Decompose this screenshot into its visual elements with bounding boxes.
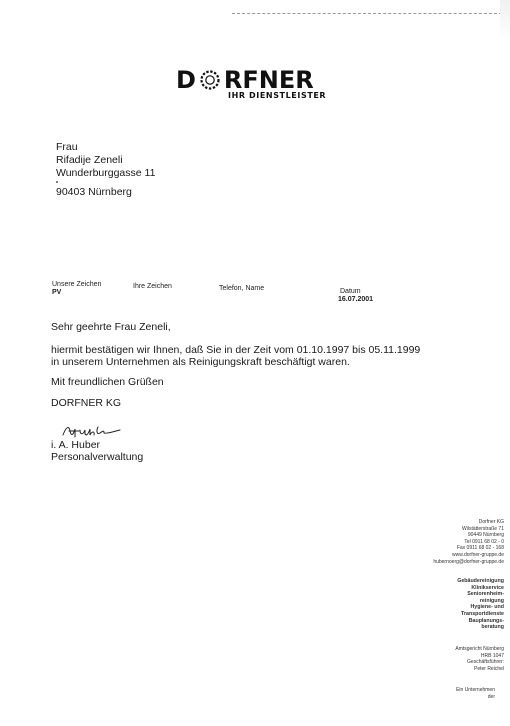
signer-name: i. A. Huber: [51, 439, 101, 451]
sidebar-contact: [384, 519, 504, 565]
sidebar-company-name: Dorfner KG: [478, 519, 504, 525]
letter-sender: DORFNER KG: [51, 397, 122, 409]
logo-tagline: IHR DIENSTLEISTER: [228, 91, 327, 100]
scan-speck: [56, 181, 58, 183]
label-our-ref: Unsere Zeichen: [52, 281, 102, 288]
sidebar-fax: Fax 0911 68 02 - 168: [456, 545, 504, 552]
sun-ring-icon: [197, 69, 223, 91]
sidebar-web: www.dorfner-gruppe.de: [452, 551, 504, 558]
company-logo: [176, 66, 326, 110]
service-item: Hygiene- und: [470, 604, 504, 611]
sidebar-legal: [384, 646, 504, 672]
label-date: Datum: [340, 288, 361, 295]
service-item: Seniorenheim-: [467, 591, 504, 598]
value-date: 16.07.2001: [338, 296, 374, 303]
sidebar-tel: Tel 0911 68 02 - 0: [464, 538, 504, 545]
letter-greeting: Sehr geehrte Frau Zeneli,: [51, 321, 171, 333]
letter-body-line-1: hiermit bestätigen wir Ihnen, daß Sie in der Zeit vom 01.10.1997 bis 05.11.1999: [51, 344, 421, 356]
service-item: Klinikservice: [471, 584, 504, 591]
recipient-name: Rifadije Zeneli: [56, 154, 123, 166]
sidebar-footer-line-1: Ein Unternehmen: [456, 687, 495, 693]
sidebar-hrb: HRB 1047: [480, 652, 504, 659]
sidebar-md-label: Geschäftsführer:: [467, 659, 504, 666]
service-item: beratung: [481, 624, 504, 631]
service-item: reinigung: [479, 597, 504, 604]
sidebar-md-name: Peter Reichel: [473, 665, 504, 672]
recipient-city: 90403 Nürnberg: [56, 186, 132, 198]
letter-closing: Mit freundlichen Grüßen: [51, 376, 164, 388]
sidebar-services: [384, 578, 504, 631]
letter-body-line-2: in unserem Unternehmen als Reinigungskraft beschäftigt waren.: [51, 356, 350, 368]
label-phone: Telefon, Name: [219, 285, 265, 292]
sidebar-street: Wilstätterstraße 71: [462, 525, 504, 532]
service-item: Bauplanungs-: [468, 617, 504, 624]
value-our-ref: PV: [52, 289, 62, 296]
recipient-street: Wunderburggasse 11: [56, 167, 156, 179]
service-item: Gebäudereinigung: [457, 578, 504, 584]
recipient-salutation: Frau: [56, 141, 78, 153]
service-item: Transportdienste: [461, 610, 504, 617]
logo-wordmark: D RFNER: [176, 66, 314, 94]
sidebar-email: hubernoerg@dorfner-gruppe.de: [433, 558, 504, 565]
sidebar-court: Amtsgericht Nürnberg: [455, 646, 504, 652]
scan-shadow: [500, 0, 510, 40]
sidebar-zip-city: 90449 Nürnberg: [467, 532, 504, 539]
sidebar-footer-line-2: der: [487, 693, 495, 700]
sidebar-footer: [375, 687, 495, 700]
scan-artifact-line: [232, 13, 502, 14]
handwritten-signature: [60, 421, 124, 441]
signer-department: Personalverwaltung: [51, 451, 144, 463]
label-your-ref: Ihre Zeichen: [133, 283, 172, 290]
